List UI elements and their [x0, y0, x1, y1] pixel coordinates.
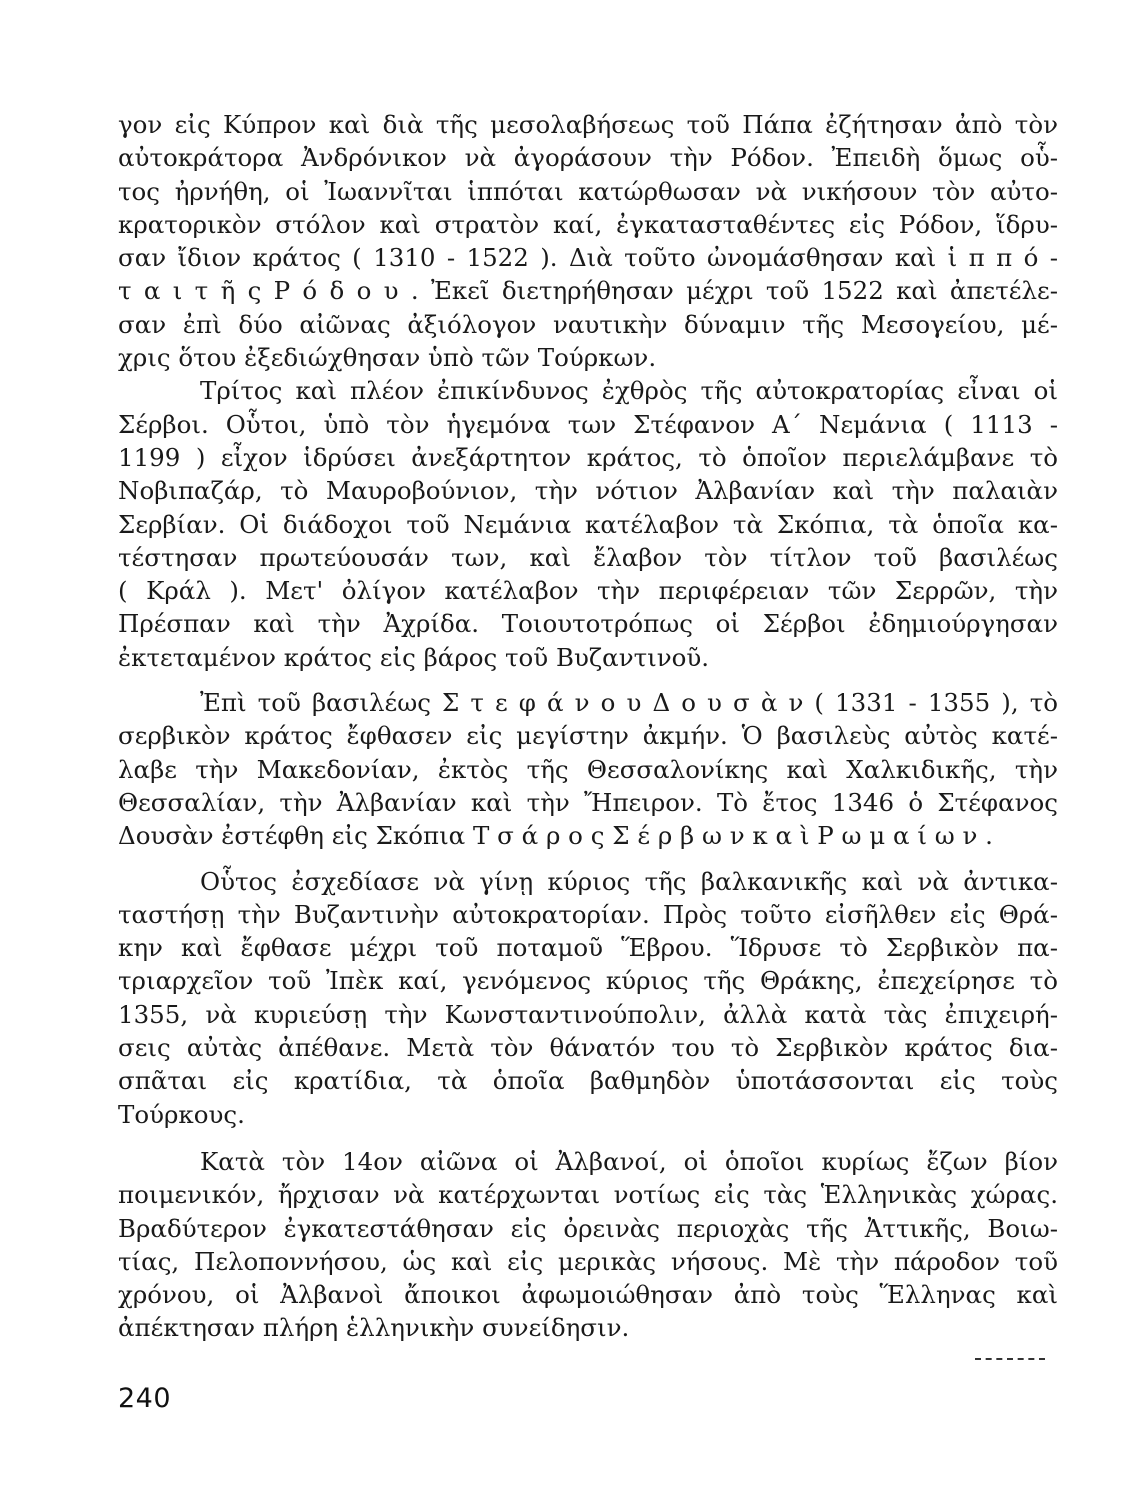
text-line: Δουσὰν ἐστέφθη εἰς Σκόπια Τ σ ά ρ ο ς Σ έ ρ β ω ν κ α ὶ Ρ ω μ α ί ω ν . — [118, 821, 993, 851]
text-line: τέστησαν πρωτεύουσάν των, καὶ ἔλαβον τὸν τίτλον τοῦ βασιλέως — [118, 542, 1058, 572]
paragraph — [118, 865, 1058, 1131]
paragraph — [118, 1145, 1058, 1345]
paragraph — [118, 108, 1058, 374]
paragraph — [118, 686, 1058, 852]
text-line: τίας, Πελοποννήσου, ὡς καὶ εἰς μερικὰς νήσους. Μὲ τὴν πάροδον τοῦ — [118, 1246, 1058, 1276]
text-line: σεις αὐτὰς ἀπέθανε. Μετὰ τὸν θάνατόν του τὸ Σερβικὸν κράτος δια- — [118, 1033, 1058, 1063]
text-line: Σέρβοι. Οὗτοι, ὑπὸ τὸν ἡγεμόνα των Στέφανον Α΄ Νεμάνια ( 1113 - — [118, 409, 1058, 439]
text-line: ποιμενικόν, ἤρχισαν νὰ κατέρχωνται νοτίως εἰς τὰς Ἑλληνικὰς χώρας. — [118, 1180, 1058, 1210]
text-line: τ α ι τ ῆ ς Ρ ό δ ο υ . Ἐκεῖ διετηρήθησαν μέχρι τοῦ 1522 καὶ ἀπετέλε- — [118, 276, 1058, 306]
text-line: Τούρκους. — [118, 1099, 245, 1129]
text-line: σερβικὸν κράτος ἔφθασεν εἰς μεγίστην ἀκμήν. Ὁ βασιλεὺς αὐτὸς κατέ- — [118, 721, 1058, 751]
text-line: χρόνου, οἱ Ἀλβανοὶ ἄποικοι ἀφωμοιώθησαν ἀπὸ τοὺς Ἕλληνας καὶ — [118, 1280, 1058, 1310]
text-line: ταστήσῃ τὴν Βυζαντινὴν αὐτοκρατορίαν. Πρὸς τοῦτο εἰσῆλθεν εἰς Θρά- — [118, 899, 1058, 929]
dash-mark — [975, 1358, 1045, 1362]
text-line: Βραδύτερον ἐγκατεστάθησαν εἰς ὀρεινὰς περιοχὰς τῆς Ἀττικῆς, Βοιω- — [118, 1213, 1058, 1243]
body-text — [118, 108, 1058, 1345]
text-line: σπᾶται εἰς κρατίδια, τὰ ὁποῖα βαθμηδὸν ὑποτάσσονται εἰς τοὺς — [118, 1066, 1058, 1096]
text-line: Πρέσπαν καὶ τὴν Ἀχρίδα. Τοιουτοτρόπως οἱ Σέρβοι ἐδημιούργησαν — [118, 609, 1058, 639]
text-line: χρις ὅτου ἐξεδιώχθησαν ὑπὸ τῶν Τούρκων. — [118, 343, 657, 373]
text-line: Θεσσαλίαν, τὴν Ἀλβανίαν καὶ τὴν Ἤπειρον. Τὸ ἔτος 1346 ὁ Στέφανος — [118, 787, 1058, 817]
text-line: κρατορικὸν στόλον καὶ στρατὸν καί, ἐγκατασταθέντες εἰς Ρόδον, ἵδρυ- — [118, 209, 1058, 239]
text-line: σαν ἴδιον κράτος ( 1310 - 1522 ). Διὰ τοῦτο ὠνομάσθησαν καὶ ἱ π π ό - — [118, 243, 1058, 273]
text-line: κην καὶ ἔφθασε μέχρι τοῦ ποταμοῦ Ἕβρου. Ἵδρυσε τὸ Σερβικὸν πα- — [118, 933, 1058, 963]
text-line: αὐτοκράτορα Ἀνδρόνικον νὰ ἀγοράσουν τὴν Ρόδον. Ἐπειδὴ ὅμως οὗ- — [118, 143, 1058, 173]
text-line: γον εἰς Κύπρον καὶ διὰ τῆς μεσολαβήσεως τοῦ Πάπα ἐζήτησαν ἀπὸ τὸν — [118, 110, 1058, 139]
text-line: τριαρχεῖον τοῦ Ἰπὲκ καί, γενόμενος κύριος τῆς Θράκης, ἐπεχείρησε τὸ — [118, 966, 1058, 996]
text-line: Τρίτος καὶ πλέον ἐπικίνδυνος ἐχθρὸς τῆς αὐτοκρατορίας εἶναι οἱ — [200, 376, 1058, 406]
text-line: λαβε τὴν Μακεδονίαν, ἐκτὸς τῆς Θεσσαλονίκης καὶ Χαλκιδικῆς, τὴν — [118, 754, 1058, 784]
text-line: Νοβιπαζάρ, τὸ Μαυροβούνιον, τὴν νότιον Ἀλβανίαν καὶ τὴν παλαιὰν — [118, 476, 1058, 506]
text-line: ( Κράλ ). Μετ' ὀλίγον κατέλαβον τὴν περιφέρειαν τῶν Σερρῶν, τὴν — [118, 576, 1058, 606]
text-line: 1355, νὰ κυριεύσῃ τὴν Κωνσταντινούπολιν, ἀλλὰ κατὰ τὰς ἐπιχειρή- — [118, 999, 1058, 1029]
text-line: ἐκτεταμένον κράτος εἰς βάρος τοῦ Βυζαντινοῦ. — [118, 642, 710, 672]
text-line: ἀπέκτησαν πλήρη ἑλληνικὴν συνείδησιν. — [118, 1313, 630, 1343]
text-line: Κατὰ τὸν 14ον αἰῶνα οἱ Ἀλβανοί, οἱ ὁποῖοι κυρίως ἔζων βίον — [200, 1146, 1058, 1176]
text-line: Οὗτος ἐσχεδίασε νὰ γίνῃ κύριος τῆς βαλκανικῆς καὶ νὰ ἀντικα- — [200, 866, 1058, 896]
text-line: 1199 ) εἶχον ἱδρύσει ἀνεξάρτητον κράτος, τὸ ὁποῖον περιελάμβανε τὸ — [118, 442, 1058, 472]
text-line: Ἐπὶ τοῦ βασιλέως Σ τ ε φ ά ν ο υ Δ ο υ σ ὰ ν ( 1331 - 1355 ), τὸ — [200, 688, 1058, 718]
text-line: Σερβίαν. Οἱ διάδοχοι τοῦ Νεμάνια κατέλαβον τὰ Σκόπια, τὰ ὁποῖα κα- — [118, 509, 1058, 539]
page-number: 240 — [118, 1383, 172, 1414]
paragraph — [118, 374, 1058, 674]
text-line: σαν ἐπὶ δύο αἰῶνας ἀξιόλογον ναυτικὴν δύναμιν τῆς Μεσογείου, μέ- — [118, 309, 1058, 339]
text-line: τος ἠρνήθη, οἱ Ἰωαννῖται ἱππόται κατώρθωσαν νὰ νικήσουν τὸν αὐτο- — [118, 176, 1058, 206]
